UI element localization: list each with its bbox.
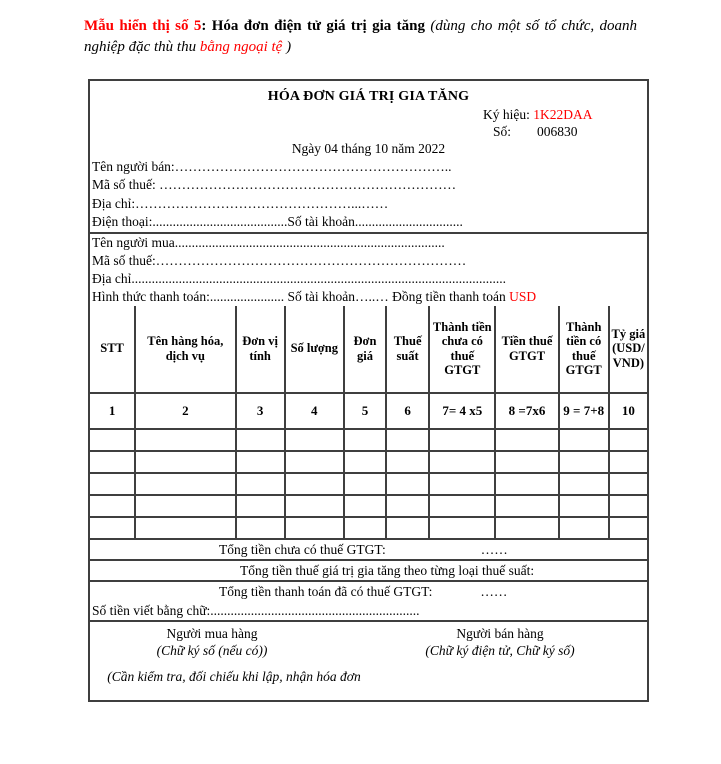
column-header-stt: STT bbox=[90, 306, 135, 393]
formula-cell: 10 bbox=[609, 393, 647, 429]
seller-account-label: Số tài khoản................................ bbox=[287, 214, 463, 230]
subtotal-label: Tổng tiền chưa có thuế GTGT: bbox=[219, 541, 386, 557]
empty-cell bbox=[236, 495, 285, 517]
amount-in-words-line: Số tiền viết bằng chữ:.............................................................. bbox=[92, 602, 420, 618]
empty-cell bbox=[285, 451, 344, 473]
invoice-date: Ngày 04 tháng 10 năm 2022 bbox=[291, 141, 446, 156]
subtotal-value: …… bbox=[480, 541, 508, 557]
buyer-account-label: Số tài khoản…..… bbox=[284, 288, 393, 304]
empty-cell bbox=[344, 495, 386, 517]
empty-cell bbox=[559, 495, 609, 517]
empty-cell bbox=[429, 451, 495, 473]
item-row bbox=[90, 495, 647, 517]
formula-cell: 1 bbox=[90, 393, 135, 429]
items-table-header-row bbox=[90, 306, 647, 393]
empty-cell bbox=[559, 473, 609, 495]
empty-cell bbox=[135, 429, 235, 451]
empty-cell bbox=[559, 517, 609, 539]
signature-section bbox=[90, 622, 647, 700]
empty-cell bbox=[495, 473, 558, 495]
empty-cell bbox=[495, 451, 558, 473]
empty-cell bbox=[609, 451, 647, 473]
invoice-header-section bbox=[90, 81, 647, 234]
signature-columns bbox=[90, 625, 647, 660]
empty-cell bbox=[495, 429, 558, 451]
empty-cell bbox=[285, 517, 344, 539]
empty-cell bbox=[609, 495, 647, 517]
empty-cell bbox=[90, 451, 135, 473]
buyer-section bbox=[90, 234, 647, 306]
empty-cell bbox=[285, 495, 344, 517]
empty-cell bbox=[386, 495, 429, 517]
empty-cell bbox=[344, 517, 386, 539]
invoice-form bbox=[88, 79, 649, 702]
column-header-quantity: Số lượng bbox=[285, 306, 344, 393]
column-header-vat-amount: Tiền thuế GTGT bbox=[495, 306, 558, 393]
empty-cell bbox=[386, 451, 429, 473]
item-row bbox=[90, 473, 647, 495]
seller-signature-title: Người bán hàng bbox=[456, 625, 544, 641]
item-row bbox=[90, 429, 647, 451]
number-label: Số: bbox=[493, 124, 512, 139]
empty-cell bbox=[236, 473, 285, 495]
invoice-number-line bbox=[493, 123, 647, 140]
formula-cell: 8 =7x6 bbox=[495, 393, 558, 429]
column-header-amount-before-tax: Thành tiền chưa có thuế GTGT bbox=[429, 306, 495, 393]
empty-cell bbox=[236, 451, 285, 473]
seller-phone-label: Điện thoại:........................................ bbox=[92, 214, 288, 230]
serial-label: Ký hiệu: bbox=[483, 107, 534, 122]
verification-footnote: (Cần kiểm tra, đối chiếu khi lập, nhận hóa đơn bbox=[107, 668, 361, 684]
item-row bbox=[90, 451, 647, 473]
empty-cell bbox=[386, 517, 429, 539]
empty-cell bbox=[609, 429, 647, 451]
empty-cell bbox=[344, 473, 386, 495]
empty-cell bbox=[429, 473, 495, 495]
buyer-address-line: Địa chỉ............................................................................................................... bbox=[92, 270, 506, 286]
empty-cell bbox=[429, 517, 495, 539]
number-value: 006830 bbox=[537, 124, 578, 139]
empty-cell bbox=[285, 473, 344, 495]
empty-cell bbox=[285, 429, 344, 451]
empty-cell bbox=[386, 429, 429, 451]
empty-cell bbox=[344, 429, 386, 451]
seller-name-line: Tên người bán:…………………………………………………….. bbox=[92, 159, 452, 174]
grand-total-line bbox=[90, 582, 647, 601]
seller-address-line: Địa chỉ:…………………………………………...…… bbox=[92, 195, 389, 211]
empty-cell bbox=[429, 429, 495, 451]
empty-cell bbox=[90, 517, 135, 539]
vat-by-rate-label: Tổng tiền thuế giá trị gia tăng theo từng loại thuế suất: bbox=[240, 562, 535, 578]
grand-total-row bbox=[90, 582, 647, 622]
buyer-name-line: Tên người mua................................................................................ bbox=[92, 234, 445, 250]
empty-cell bbox=[559, 429, 609, 451]
empty-cell bbox=[135, 451, 235, 473]
invoice-serial-line bbox=[483, 106, 647, 123]
empty-cell bbox=[90, 495, 135, 517]
empty-cell bbox=[386, 473, 429, 495]
column-header-amount-with-tax: Thành tiền có thuế GTGT bbox=[559, 306, 609, 393]
buyer-signature-title: Người mua hàng bbox=[166, 625, 258, 641]
buyer-payment-line bbox=[90, 288, 647, 306]
empty-cell bbox=[559, 451, 609, 473]
column-header-unit-price: Đơn giá bbox=[344, 306, 386, 393]
page bbox=[0, 16, 721, 764]
caption-note-prefix: (dùng cho một số tổ chức, doanh nghiệp đặc thù thu bbox=[84, 18, 637, 55]
items-table bbox=[90, 306, 647, 540]
formula-cell: 4 bbox=[285, 393, 344, 429]
formula-cell: 3 bbox=[236, 393, 285, 429]
formula-cell: 6 bbox=[386, 393, 429, 429]
column-header-tax-rate: Thuế suất bbox=[386, 306, 429, 393]
seller-phone-account-line bbox=[90, 213, 647, 231]
caption-note-highlight: bằng ngoại tệ bbox=[199, 39, 283, 55]
grand-total-label: Tổng tiền thanh toán đã có thuế GTGT: bbox=[219, 583, 433, 599]
empty-cell bbox=[236, 517, 285, 539]
column-header-exchange-rate: Tỷ giá (USD/ VND) bbox=[609, 306, 647, 393]
empty-cell bbox=[90, 429, 135, 451]
empty-cell bbox=[495, 495, 558, 517]
empty-cell bbox=[135, 517, 235, 539]
buyer-tax-line: Mã số thuế:…………………………………………………………… bbox=[92, 252, 467, 268]
empty-cell bbox=[135, 495, 235, 517]
empty-cell bbox=[609, 473, 647, 495]
column-header-goods: Tên hàng hóa, dịch vụ bbox=[135, 306, 235, 393]
formula-cell: 9 = 7+8 bbox=[559, 393, 609, 429]
seller-signature-block bbox=[384, 625, 616, 660]
empty-cell bbox=[495, 517, 558, 539]
caption-separator: : bbox=[201, 18, 212, 34]
grand-total-value: …… bbox=[480, 583, 508, 599]
serial-value: 1K22DAA bbox=[533, 107, 593, 122]
formula-cell: 5 bbox=[344, 393, 386, 429]
empty-cell bbox=[236, 429, 285, 451]
buyer-signature-block bbox=[96, 625, 328, 660]
currency-value: USD bbox=[509, 288, 537, 304]
seller-signature-note: (Chữ ký điện tử, Chữ ký số) bbox=[425, 643, 575, 659]
formula-cell: 7= 4 x5 bbox=[429, 393, 495, 429]
empty-cell bbox=[90, 473, 135, 495]
formula-cell: 2 bbox=[135, 393, 235, 429]
empty-cell bbox=[344, 451, 386, 473]
empty-cell bbox=[609, 517, 647, 539]
caption-label: Mẫu hiển thị số 5 bbox=[84, 18, 202, 34]
invoice-title: HÓA ĐƠN GIÁ TRỊ GIA TĂNG bbox=[267, 89, 470, 104]
caption-note-suffix: ) bbox=[282, 39, 292, 55]
column-header-unit: Đơn vị tính bbox=[236, 306, 285, 393]
empty-cell bbox=[135, 473, 235, 495]
vat-by-rate-row bbox=[90, 561, 647, 582]
payment-method-label: Hình thức thanh toán:...................... bbox=[92, 288, 285, 304]
document-caption bbox=[84, 16, 637, 58]
seller-tax-line: Mã số thuế: ………………………………………………………… bbox=[92, 177, 457, 193]
buyer-signature-note: (Chữ ký số (nếu có)) bbox=[156, 643, 268, 659]
caption-title: Hóa đơn điện tử giá trị gia tăng bbox=[211, 18, 431, 34]
empty-cell bbox=[429, 495, 495, 517]
currency-label: Đồng tiền thanh toán bbox=[392, 288, 510, 304]
subtotal-row bbox=[90, 540, 647, 561]
formula-row bbox=[90, 393, 647, 429]
item-row bbox=[90, 517, 647, 539]
